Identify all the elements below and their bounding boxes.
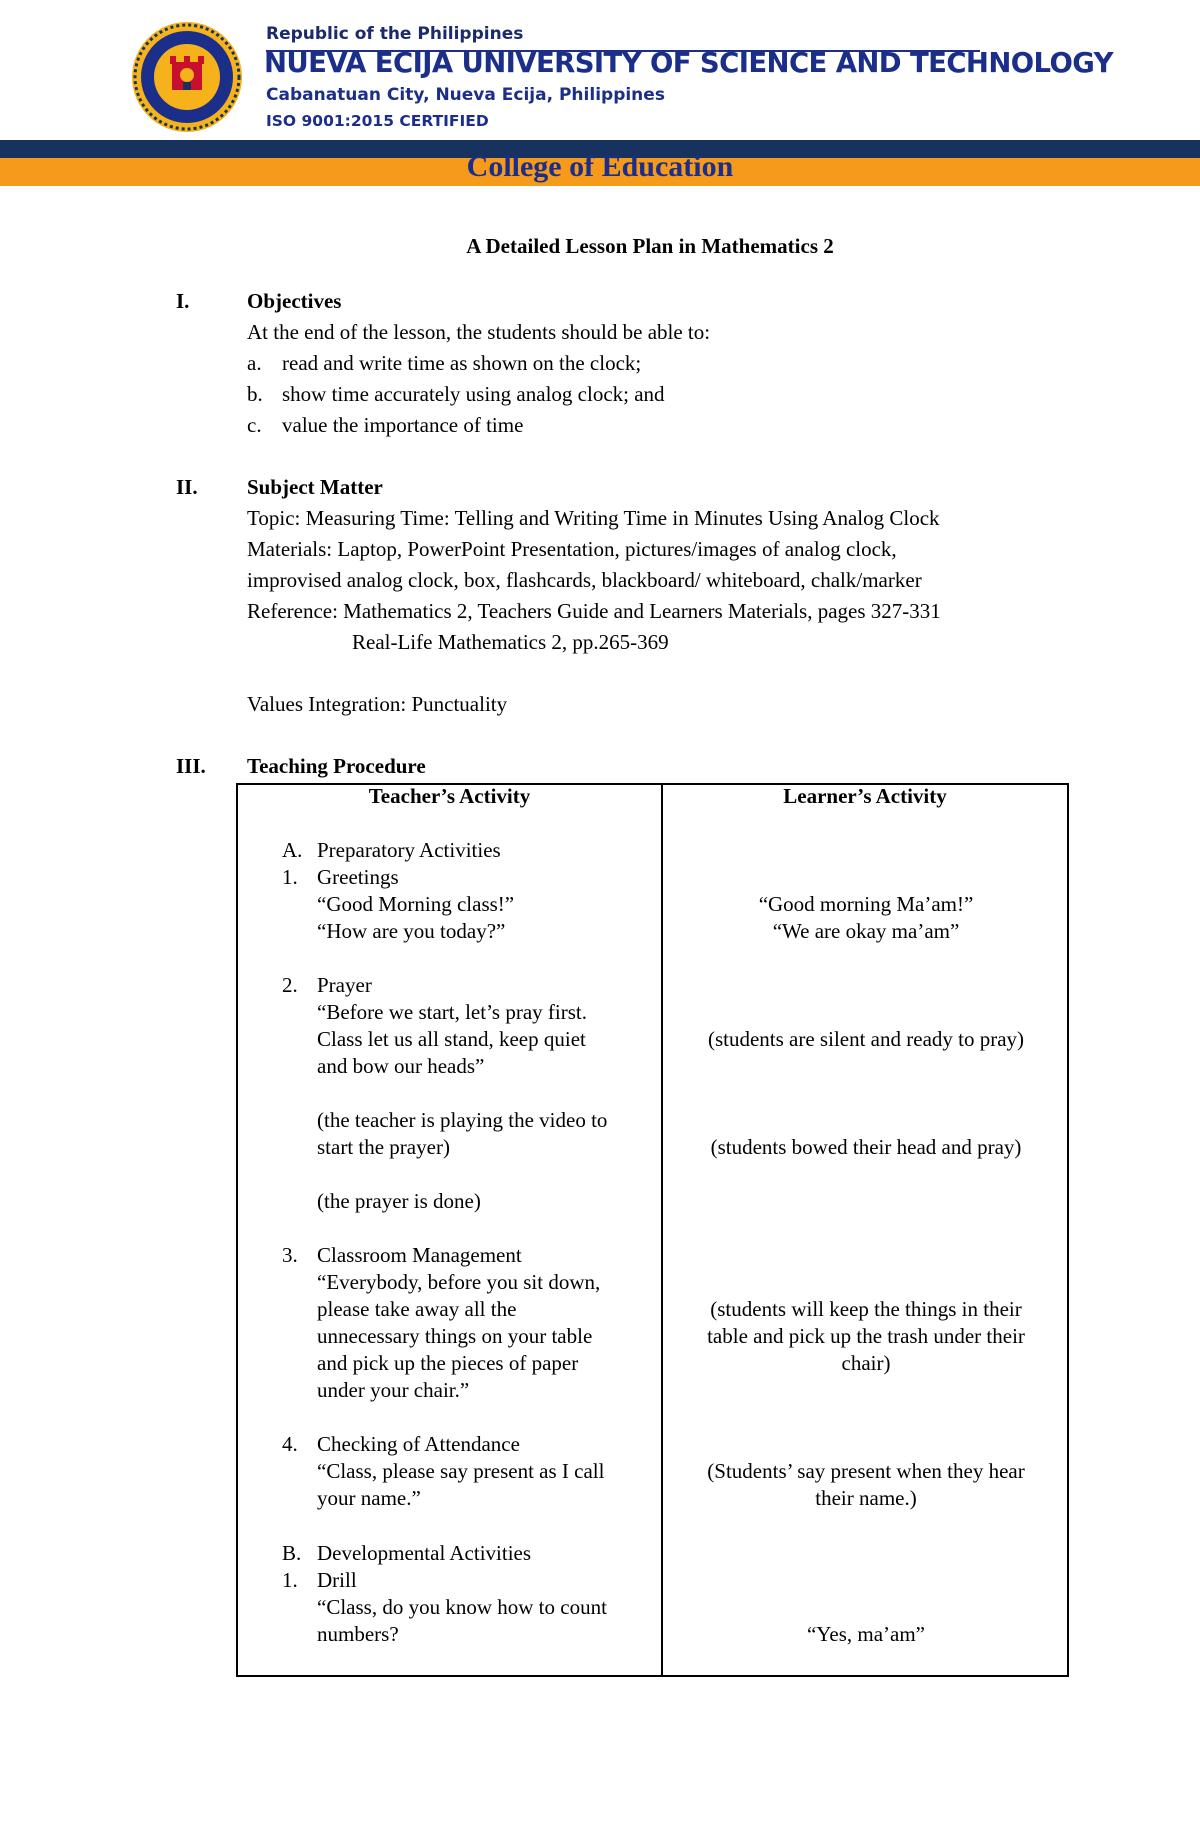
learner-line: table and pick up the trash under their xyxy=(707,1324,1025,1348)
objective-letter: a. xyxy=(247,351,262,375)
document-title: A Detailed Lesson Plan in Mathematics 2 xyxy=(466,234,834,258)
teacher-line: “Good Morning class!” xyxy=(317,892,515,916)
teacher-line: your name.” xyxy=(317,1486,421,1510)
section-letter: B. xyxy=(282,1541,302,1565)
subject-reference: Reference: Mathematics 2, Teachers Guide and Learners Materials, pages 327-331 xyxy=(247,599,941,623)
teacher-line: “Class, do you know how to count xyxy=(317,1595,607,1619)
objectives-heading: Objectives xyxy=(247,289,342,313)
teacher-line: “Class, please say present as I call xyxy=(317,1459,605,1483)
learner-line: their name.) xyxy=(815,1486,917,1510)
section-numeral-subject: II. xyxy=(176,475,198,499)
section-numeral-procedure: III. xyxy=(176,754,206,778)
teacher-line: numbers? xyxy=(317,1622,399,1646)
learner-line: chair) xyxy=(841,1351,891,1375)
objective-item: show time accurately using analog clock; and xyxy=(282,382,665,406)
subject-topic: Topic: Measuring Time: Telling and Writing Time in Minutes Using Analog Clock xyxy=(247,506,940,530)
classroom-management-heading: Classroom Management xyxy=(317,1243,522,1267)
subject-materials-cont: improvised analog clock, box, flashcards, blackboard/ whiteboard, chalk/marker xyxy=(247,568,922,592)
objective-letter: b. xyxy=(247,382,263,406)
values-integration: Values Integration: Punctuality xyxy=(247,692,508,716)
objective-letter: c. xyxy=(247,413,262,437)
learner-line: “Good morning Ma’am!” xyxy=(758,892,974,916)
teacher-activity-header: Teacher’s Activity xyxy=(368,784,531,808)
learner-line: “We are okay ma’am” xyxy=(772,919,960,943)
teacher-line: start the prayer) xyxy=(317,1135,450,1159)
republic-line: Republic of the Philippines xyxy=(266,24,524,44)
attendance-heading: Checking of Attendance xyxy=(317,1432,520,1456)
university-seal-icon xyxy=(130,20,244,134)
iso-certification: ISO 9001:2015 CERTIFIED xyxy=(266,112,489,130)
teacher-line: “Before we start, let’s pray first. xyxy=(317,1000,587,1024)
objective-item: read and write time as shown on the clock; xyxy=(282,351,642,375)
preparatory-activities-heading: Preparatory Activities xyxy=(317,838,501,862)
section-numeral-objectives: I. xyxy=(176,289,190,313)
step-number: 1. xyxy=(282,1568,298,1592)
college-name: College of Education xyxy=(466,150,734,183)
prayer-heading: Prayer xyxy=(317,973,372,997)
teacher-line: unnecessary things on your table xyxy=(317,1324,593,1348)
university-address: Cabanatuan City, Nueva Ecija, Philippines xyxy=(266,85,665,105)
step-number: 1. xyxy=(282,865,298,889)
teacher-line: Class let us all stand, keep quiet xyxy=(317,1027,586,1051)
step-number: 4. xyxy=(282,1432,298,1456)
learner-line: “Yes, ma’am” xyxy=(806,1622,925,1646)
step-number: 2. xyxy=(282,973,298,997)
objective-item: value the importance of time xyxy=(282,413,524,437)
section-letter: A. xyxy=(282,838,303,862)
teacher-line: and bow our heads” xyxy=(317,1054,485,1078)
learner-line: (students bowed their head and pray) xyxy=(710,1135,1022,1159)
drill-heading: Drill xyxy=(317,1568,357,1592)
teacher-line: and pick up the pieces of paper xyxy=(317,1351,579,1375)
teacher-line: please take away all the xyxy=(317,1297,517,1321)
subject-matter-heading: Subject Matter xyxy=(247,475,383,499)
subject-reference-cont: Real-Life Mathematics 2, pp.265-369 xyxy=(352,630,669,654)
learner-line: (Students’ say present when they hear xyxy=(707,1459,1025,1483)
step-number: 3. xyxy=(282,1243,298,1267)
learner-line: (students are silent and ready to pray) xyxy=(707,1027,1025,1051)
teacher-line: “How are you today?” xyxy=(317,919,506,943)
table-column-divider xyxy=(661,783,663,1677)
subject-materials: Materials: Laptop, PowerPoint Presentation, pictures/images of analog clock, xyxy=(247,537,897,561)
objectives-intro: At the end of the lesson, the students should be able to: xyxy=(247,320,711,344)
learner-line: (students will keep the things in their xyxy=(710,1297,1022,1321)
procedure-heading: Teaching Procedure xyxy=(247,754,426,778)
teacher-line: under your chair.” xyxy=(317,1378,470,1402)
teacher-line: (the teacher is playing the video to xyxy=(317,1108,608,1132)
learner-activity-header: Learner’s Activity xyxy=(783,784,947,808)
teacher-line: “Everybody, before you sit down, xyxy=(317,1270,601,1294)
university-name: NUEVA ECIJA UNIVERSITY OF SCIENCE AND TECHNOLOGY xyxy=(264,47,1113,79)
developmental-activities-heading: Developmental Activities xyxy=(317,1541,532,1565)
greetings-heading: Greetings xyxy=(317,865,399,889)
teacher-line: (the prayer is done) xyxy=(317,1189,481,1213)
